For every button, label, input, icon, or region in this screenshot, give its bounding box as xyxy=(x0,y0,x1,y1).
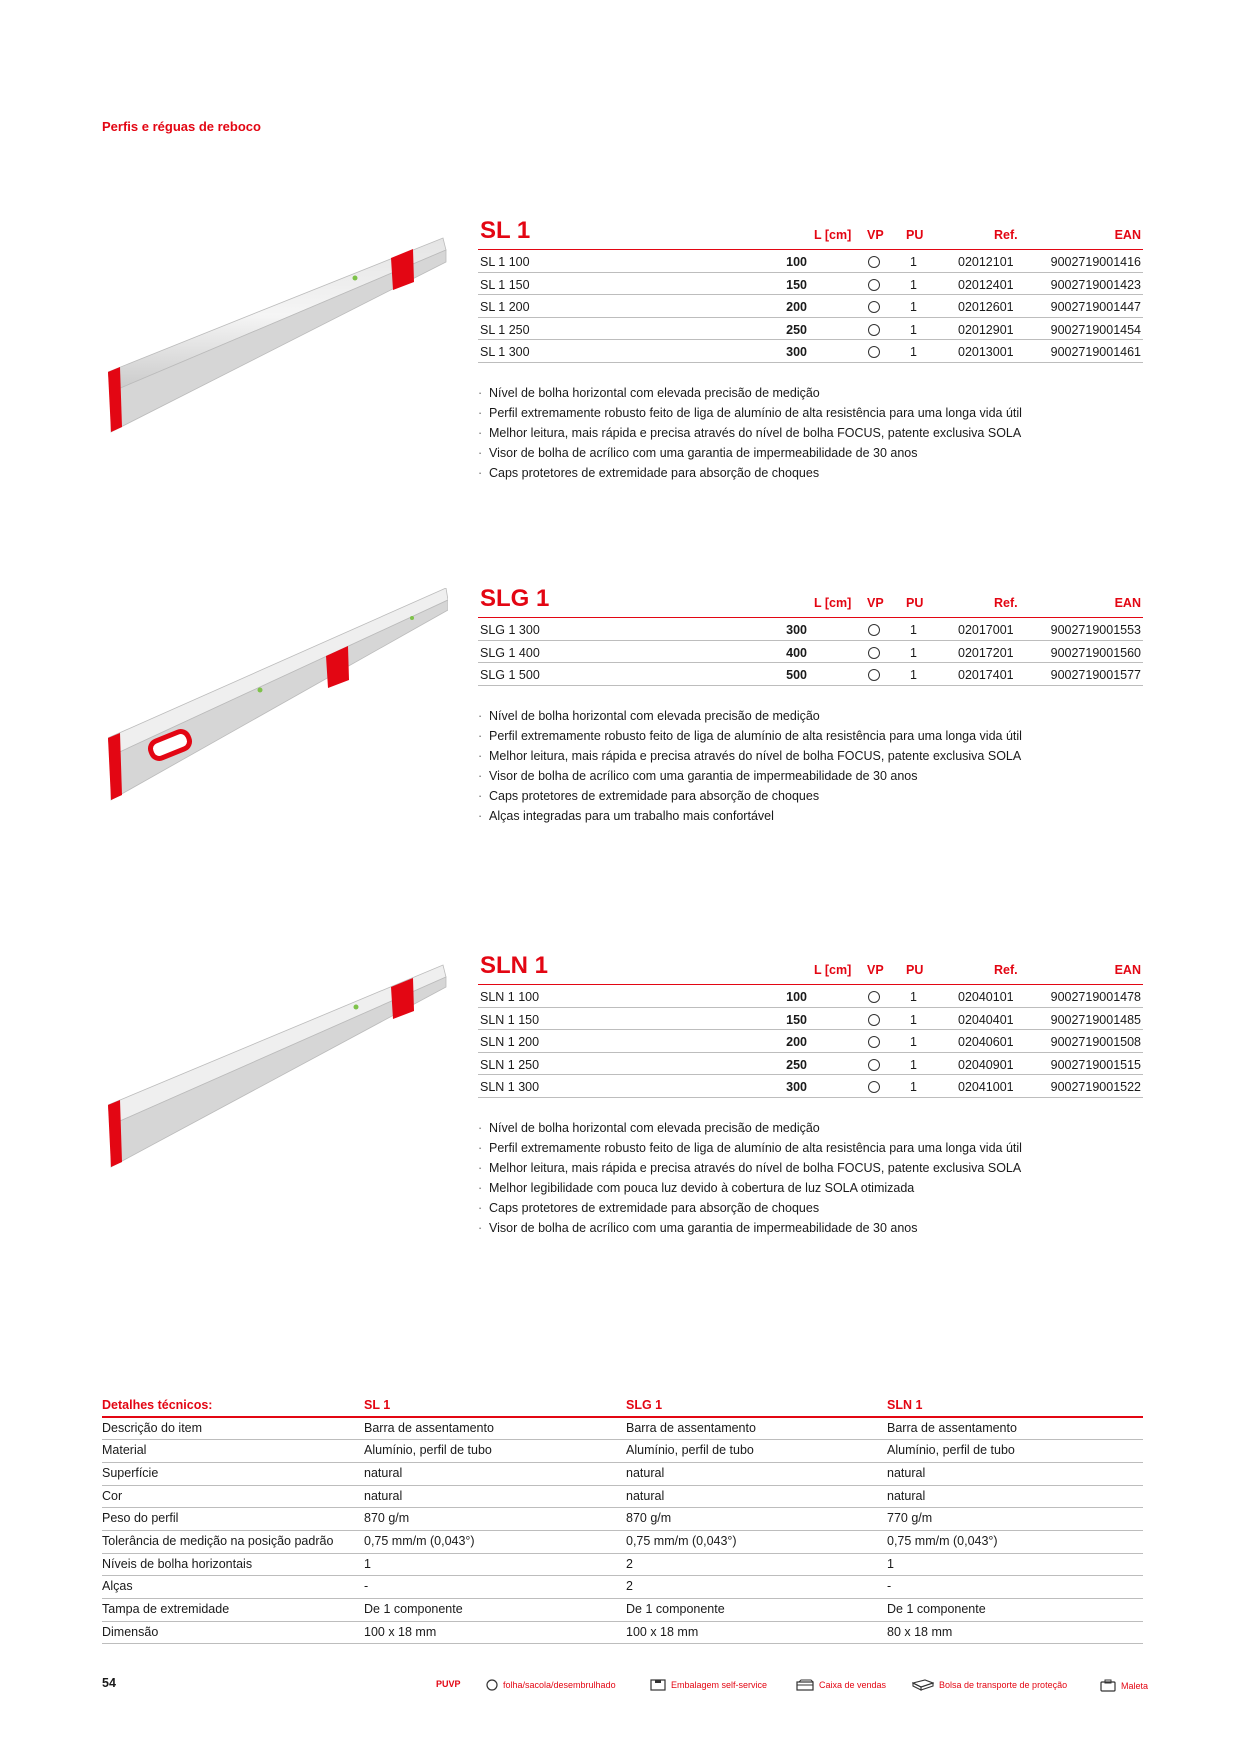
tech-row xyxy=(102,1440,1143,1463)
item-ref: 02013001 xyxy=(958,345,1014,360)
feature-item: · Nível de bolha horizontal com elevada precisão de medição xyxy=(478,706,1143,726)
item-name: SLG 1 300 xyxy=(480,623,540,637)
item-name: SLN 1 100 xyxy=(480,990,540,1004)
tech-value: 0,75 mm/m (0,043°) xyxy=(887,1530,1143,1553)
item-pu: 1 xyxy=(910,345,917,360)
table-row xyxy=(478,641,1143,664)
tech-row xyxy=(102,1530,1143,1553)
tech-value: 100 x 18 mm xyxy=(626,1621,887,1644)
table-row xyxy=(478,1008,1143,1031)
tech-value: Alumínio, perfil de tubo xyxy=(887,1440,1143,1463)
circle-icon xyxy=(868,301,880,313)
table-row xyxy=(478,663,1143,686)
col-len-header: L [cm] xyxy=(814,596,852,610)
tech-value: Barra de assentamento xyxy=(626,1417,887,1440)
feature-list xyxy=(478,383,1143,483)
section-title: Perfis e réguas de reboco xyxy=(102,119,261,134)
table-row xyxy=(478,1053,1143,1076)
legend-item xyxy=(912,1679,1067,1691)
tech-value: - xyxy=(887,1576,1143,1599)
slg1-product-image xyxy=(108,588,448,803)
legend-item xyxy=(486,1679,616,1691)
item-ref: 02012101 xyxy=(958,255,1014,269)
tech-value: Alumínio, perfil de tubo xyxy=(626,1440,887,1463)
tech-label: Cor xyxy=(102,1485,364,1508)
item-name: SL 1 200 xyxy=(480,300,530,315)
item-pu: 1 xyxy=(910,277,917,292)
tech-value: De 1 componente xyxy=(626,1599,887,1622)
item-ref: 02040101 xyxy=(958,990,1014,1004)
tech-header-slg1: SLG 1 xyxy=(626,1397,887,1417)
item-pu: 1 xyxy=(910,1080,917,1095)
circle-icon xyxy=(868,256,880,268)
product-header xyxy=(478,584,1143,618)
col-ean-header: EAN xyxy=(1114,596,1141,610)
tech-value: natural xyxy=(626,1462,887,1485)
col-ean-header: EAN xyxy=(1114,228,1141,242)
legend-label: Caixa de vendas xyxy=(819,1680,887,1690)
item-ean: 9002719001478 xyxy=(1050,990,1141,1004)
item-pu: 1 xyxy=(910,1012,917,1027)
item-name: SLN 1 200 xyxy=(480,1035,540,1050)
product-rows xyxy=(478,985,1143,1098)
tech-label: Tampa de extremidade xyxy=(102,1599,364,1622)
sl1-product-image xyxy=(108,232,448,437)
item-length: 300 xyxy=(786,623,807,637)
item-ref: 02041001 xyxy=(958,1080,1014,1095)
feature-list xyxy=(478,1118,1143,1238)
feature-item: · Nível de bolha horizontal com elevada precisão de medição xyxy=(478,1118,1143,1138)
feature-item: · Perfil extremamente robusto feito de liga de alumínio de alta resistência para uma longa vida útil xyxy=(478,1138,1143,1158)
item-name: SL 1 250 xyxy=(480,322,530,337)
item-length: 250 xyxy=(786,1057,807,1072)
tech-value: 0,75 mm/m (0,043°) xyxy=(626,1530,887,1553)
sln1-product-image xyxy=(108,955,448,1175)
tech-row xyxy=(102,1462,1143,1485)
circle-icon xyxy=(868,1014,880,1026)
tech-value: natural xyxy=(887,1485,1143,1508)
item-ean: 9002719001423 xyxy=(1050,277,1141,292)
item-ref: 02017201 xyxy=(958,645,1014,660)
feature-item: · Melhor leitura, mais rápida e precisa através do nível de bolha FOCUS, patente exclusiva SOLA xyxy=(478,746,1143,766)
package-icon xyxy=(650,1679,666,1691)
tech-value: 1 xyxy=(364,1553,626,1576)
item-length: 150 xyxy=(786,1012,807,1027)
item-ref: 02012601 xyxy=(958,300,1014,315)
feature-item: · Melhor legibilidade com pouca luz devido à cobertura de luz SOLA otimizada xyxy=(478,1178,1143,1198)
item-length: 100 xyxy=(786,255,807,269)
tech-value: natural xyxy=(626,1485,887,1508)
circle-icon xyxy=(868,1059,880,1071)
tech-value: natural xyxy=(364,1462,626,1485)
circle-icon xyxy=(868,624,880,636)
item-ean: 9002719001454 xyxy=(1050,322,1141,337)
technical-details-table xyxy=(102,1397,1143,1644)
item-pu: 1 xyxy=(910,668,917,683)
circle-icon xyxy=(868,1036,880,1048)
product-title: SLN 1 xyxy=(480,952,549,979)
product-rows xyxy=(478,618,1143,686)
table-row xyxy=(478,1075,1143,1098)
col-ref-header: Ref. xyxy=(994,963,1018,977)
tech-value: natural xyxy=(887,1462,1143,1485)
col-pu-header: PU xyxy=(906,228,924,242)
tech-row xyxy=(102,1621,1143,1644)
product-header xyxy=(478,216,1143,250)
table-row xyxy=(478,318,1143,341)
tech-row xyxy=(102,1576,1143,1599)
circle-icon xyxy=(868,669,880,681)
col-ref-header: Ref. xyxy=(994,228,1018,242)
item-length: 400 xyxy=(786,645,807,660)
item-name: SL 1 150 xyxy=(480,277,530,292)
item-name: SL 1 300 xyxy=(480,345,530,360)
item-ean: 9002719001508 xyxy=(1050,1035,1141,1050)
legend-label: folha/sacola/desembrulhado xyxy=(503,1680,616,1690)
legend-label: Bolsa de transporte de proteção xyxy=(939,1680,1068,1690)
tech-value: 100 x 18 mm xyxy=(364,1621,626,1644)
item-pu: 1 xyxy=(910,645,917,660)
tech-label: Peso do perfil xyxy=(102,1508,364,1531)
product-header xyxy=(478,951,1143,985)
table-row xyxy=(478,340,1143,363)
item-ean: 9002719001485 xyxy=(1050,1012,1141,1027)
feature-item: · Perfil extremamente robusto feito de liga de alumínio de alta resistência para uma longa vida útil xyxy=(478,726,1143,746)
tech-value: 870 g/m xyxy=(364,1508,626,1531)
feature-item: · Caps protetores de extremidade para absorção de choques xyxy=(478,1198,1143,1218)
tech-value: De 1 componente xyxy=(364,1599,626,1622)
item-length: 300 xyxy=(786,345,807,360)
feature-item: · Visor de bolha de acrílico com uma garantia de impermeabilidade de 30 anos xyxy=(478,1218,1143,1238)
tech-value: 870 g/m xyxy=(626,1508,887,1531)
product-block-sl1 xyxy=(478,216,1143,483)
tech-value: De 1 componente xyxy=(887,1599,1143,1622)
tech-value: 2 xyxy=(626,1553,887,1576)
tech-value: Alumínio, perfil de tubo xyxy=(364,1440,626,1463)
tech-value: 0,75 mm/m (0,043°) xyxy=(364,1530,626,1553)
tech-value: 2 xyxy=(626,1576,887,1599)
tech-row xyxy=(102,1508,1143,1531)
tech-value: 1 xyxy=(887,1553,1143,1576)
item-length: 300 xyxy=(786,1080,807,1095)
item-pu: 1 xyxy=(910,1035,917,1050)
circle-icon xyxy=(868,647,880,659)
circle-icon xyxy=(868,324,880,336)
tech-label: Dimensão xyxy=(102,1621,364,1644)
circle-icon xyxy=(486,1679,498,1691)
product-title: SLG 1 xyxy=(480,585,550,612)
item-length: 250 xyxy=(786,322,807,337)
item-ean: 9002719001560 xyxy=(1050,645,1141,660)
item-name: SLN 1 300 xyxy=(480,1080,540,1095)
item-name: SLN 1 150 xyxy=(480,1012,540,1027)
tech-value: natural xyxy=(364,1485,626,1508)
col-len-header: L [cm] xyxy=(814,963,852,977)
legend-label: Maleta xyxy=(1121,1680,1149,1691)
feature-item: · Caps protetores de extremidade para absorção de choques xyxy=(478,463,1143,483)
tech-row xyxy=(102,1599,1143,1622)
col-vp-header: VP xyxy=(867,228,884,242)
item-pu: 1 xyxy=(910,623,917,637)
table-row xyxy=(478,273,1143,296)
feature-list xyxy=(478,706,1143,826)
bag-icon xyxy=(912,1679,934,1691)
legend-label: Embalagem self-service xyxy=(671,1680,768,1690)
case-icon xyxy=(1100,1679,1116,1692)
item-ref: 02040901 xyxy=(958,1057,1014,1072)
item-ref: 02040601 xyxy=(958,1035,1014,1050)
tech-body xyxy=(102,1417,1143,1644)
item-name: SLG 1 400 xyxy=(480,645,540,660)
circle-icon xyxy=(868,1081,880,1093)
tech-label: Material xyxy=(102,1440,364,1463)
footer xyxy=(0,1676,1240,1696)
tech-header-sln1: SLN 1 xyxy=(887,1397,1143,1417)
table-row xyxy=(478,250,1143,273)
feature-item: · Melhor leitura, mais rápida e precisa através do nível de bolha FOCUS, patente exclusiva SOLA xyxy=(478,1158,1143,1178)
tech-label: Descrição do item xyxy=(102,1417,364,1440)
tech-label: Superfície xyxy=(102,1462,364,1485)
page-number: 54 xyxy=(102,1676,116,1690)
table-row xyxy=(478,295,1143,318)
tech-value: - xyxy=(364,1576,626,1599)
item-ean: 9002719001577 xyxy=(1050,668,1141,683)
item-ean: 9002719001553 xyxy=(1050,623,1141,637)
table-row xyxy=(478,985,1143,1008)
item-length: 150 xyxy=(786,277,807,292)
tech-label: Níveis de bolha horizontais xyxy=(102,1553,364,1576)
tech-row xyxy=(102,1417,1143,1440)
feature-item: · Caps protetores de extremidade para absorção de choques xyxy=(478,786,1143,806)
col-ref-header: Ref. xyxy=(994,596,1018,610)
tech-row xyxy=(102,1485,1143,1508)
box-icon xyxy=(796,1679,814,1691)
tech-row xyxy=(102,1553,1143,1576)
product-title: SL 1 xyxy=(480,217,531,244)
item-length: 100 xyxy=(786,990,807,1004)
item-ean: 9002719001515 xyxy=(1050,1057,1141,1072)
item-ref: 02017001 xyxy=(958,623,1014,637)
item-name: SL 1 100 xyxy=(480,255,530,269)
legend-item xyxy=(1100,1679,1148,1692)
product-block-slg1 xyxy=(478,584,1143,826)
tech-header-sl1: SL 1 xyxy=(364,1397,626,1417)
tech-value: Barra de assentamento xyxy=(887,1417,1143,1440)
item-pu: 1 xyxy=(910,300,917,315)
col-ean-header: EAN xyxy=(1114,963,1141,977)
item-ean: 9002719001461 xyxy=(1050,345,1141,360)
tech-value: 80 x 18 mm xyxy=(887,1621,1143,1644)
col-vp-header: VP xyxy=(867,963,884,977)
pu-label: PUVP xyxy=(436,1679,461,1689)
item-pu: 1 xyxy=(910,322,917,337)
col-pu-header: PU xyxy=(906,596,924,610)
tech-value: 770 g/m xyxy=(887,1508,1143,1531)
circle-icon xyxy=(868,346,880,358)
tech-header-label: Detalhes técnicos: xyxy=(102,1397,364,1417)
col-pu-header: PU xyxy=(906,963,924,977)
col-len-header: L [cm] xyxy=(814,228,852,242)
circle-icon xyxy=(868,991,880,1003)
item-ref: 02012401 xyxy=(958,277,1014,292)
item-ean: 9002719001447 xyxy=(1050,300,1141,315)
item-ean: 9002719001416 xyxy=(1050,255,1141,269)
col-vp-header: VP xyxy=(867,596,884,610)
tech-header-row xyxy=(102,1397,1143,1417)
tech-label: Alças xyxy=(102,1576,364,1599)
item-length: 200 xyxy=(786,1035,807,1050)
tech-label: Tolerância de medição na posição padrão xyxy=(102,1530,364,1553)
item-name: SLG 1 500 xyxy=(480,668,540,683)
feature-item: · Visor de bolha de acrílico com uma garantia de impermeabilidade de 30 anos xyxy=(478,766,1143,786)
item-ref: 02040401 xyxy=(958,1012,1014,1027)
item-name: SLN 1 250 xyxy=(480,1057,540,1072)
table-row xyxy=(478,618,1143,641)
item-pu: 1 xyxy=(910,1057,917,1072)
item-ean: 9002719001522 xyxy=(1050,1080,1141,1095)
feature-item: · Nível de bolha horizontal com elevada precisão de medição xyxy=(478,383,1143,403)
feature-item: · Melhor leitura, mais rápida e precisa através do nível de bolha FOCUS, patente exclusiva SOLA xyxy=(478,423,1143,443)
feature-item: · Alças integradas para um trabalho mais confortável xyxy=(478,806,1143,826)
tech-value: Barra de assentamento xyxy=(364,1417,626,1440)
legend-item xyxy=(650,1679,767,1691)
table-row xyxy=(478,1030,1143,1053)
feature-item: · Perfil extremamente robusto feito de liga de alumínio de alta resistência para uma longa vida útil xyxy=(478,403,1143,423)
item-length: 500 xyxy=(786,668,807,683)
product-block-sln1 xyxy=(478,951,1143,1238)
product-rows xyxy=(478,250,1143,363)
feature-item: · Visor de bolha de acrílico com uma garantia de impermeabilidade de 30 anos xyxy=(478,443,1143,463)
item-length: 200 xyxy=(786,300,807,315)
item-pu: 1 xyxy=(910,255,917,269)
item-ref: 02017401 xyxy=(958,668,1014,683)
item-pu: 1 xyxy=(910,990,917,1004)
legend-item xyxy=(796,1679,886,1691)
item-ref: 02012901 xyxy=(958,322,1014,337)
circle-icon xyxy=(868,279,880,291)
